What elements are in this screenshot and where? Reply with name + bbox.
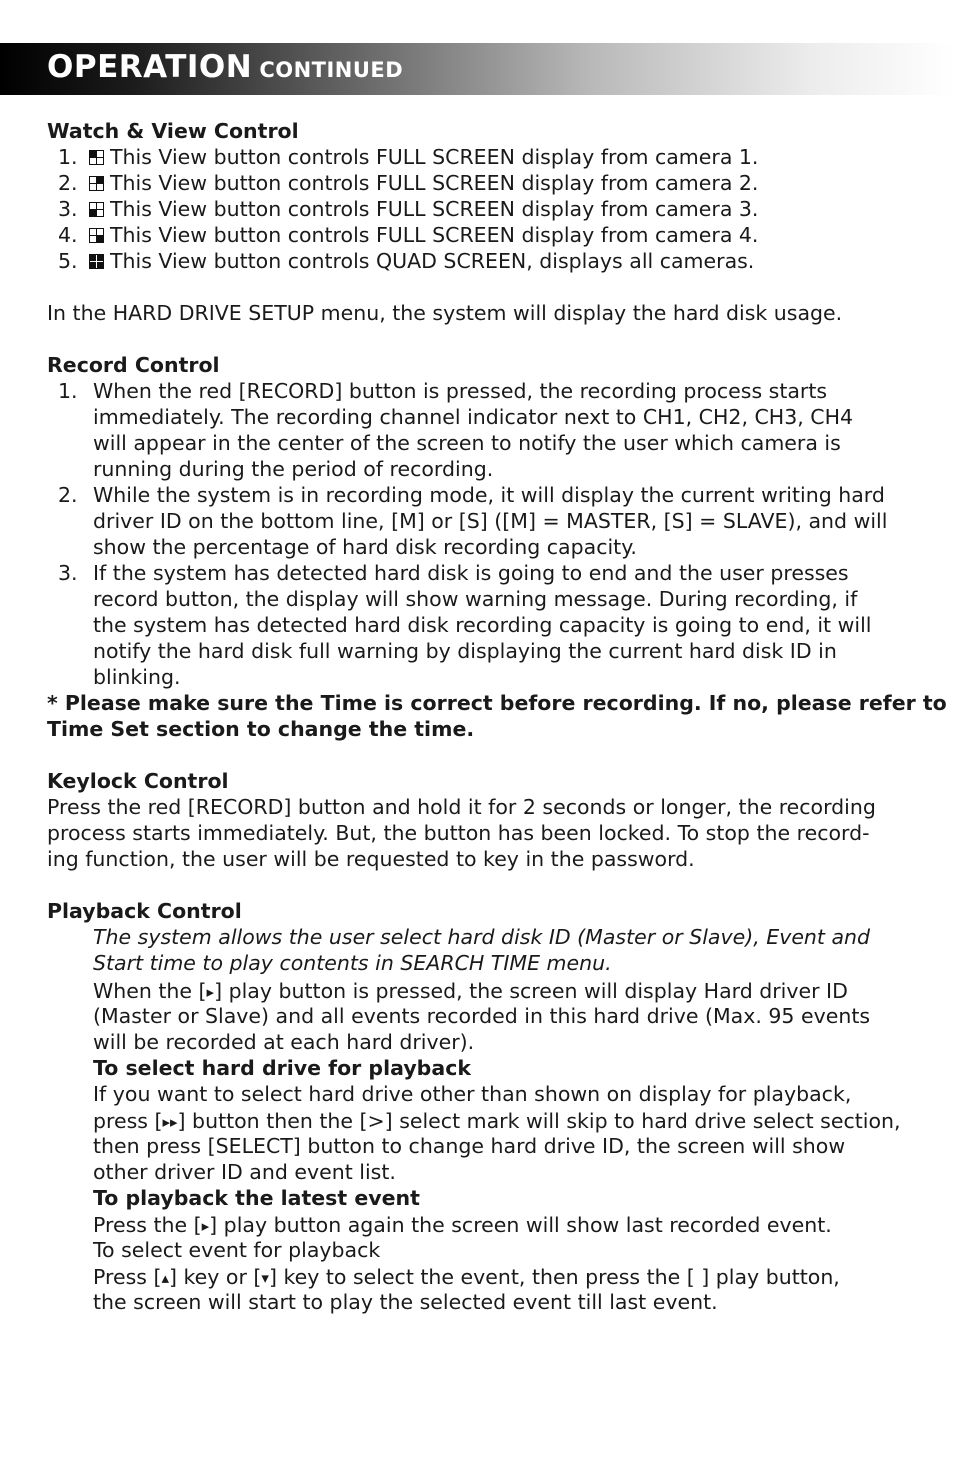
playback-text: other driver ID and event list.: [93, 1160, 396, 1184]
item-number: 4.: [58, 223, 78, 247]
quad-view-icon: [89, 254, 104, 269]
playback-paragraph: Press the [▸] play button again the screen will show last recorded event.: [93, 1213, 832, 1237]
play-icon: ▸: [201, 1217, 210, 1235]
item-text: This View button controls FULL SCREEN display from camera 4.: [110, 223, 759, 247]
camera-2-view-icon: [89, 176, 104, 191]
play-icon: ▸: [206, 983, 215, 1001]
item-number: 2.: [58, 483, 78, 507]
playback-intro: The system allows the user select hard disk ID (Master or Slave), Event and: [93, 925, 871, 949]
item-line: show the percentage of hard disk recording capacity.: [93, 535, 637, 559]
item-text: This View button controls FULL SCREEN display from camera 2.: [110, 171, 759, 195]
playback-paragraph: Press [▴] key or [▾] key to select the event, then press the [ ] play button,: [93, 1265, 840, 1289]
playback-subheading: To playback the latest event: [93, 1186, 420, 1210]
record-warning-note: Time Set section to change the time.: [47, 717, 475, 741]
item-text: This View button controls QUAD SCREEN, displays all cameras.: [110, 249, 755, 273]
playback-paragraph: When the [▸] play button is pressed, the screen will display Hard driver ID: [93, 979, 848, 1003]
playback-subheading: To select event for playback: [93, 1238, 381, 1262]
keylock-text: ing function, the user will be requested to key in the password.: [47, 847, 695, 871]
camera-1-view-icon: [89, 150, 104, 165]
playback-text: If you want to select hard drive other than shown on display for playback,: [93, 1082, 852, 1106]
item-line: running during the period of recording.: [93, 457, 494, 481]
item-line: notify the hard disk full warning by displaying the current hard disk ID in: [93, 639, 837, 663]
camera-3-view-icon: [89, 202, 104, 217]
item-number: 5.: [58, 249, 78, 273]
playback-text: (Master or Slave) and all events recorded in this hard drive (Max. 95 events: [93, 1004, 871, 1028]
item-line: will appear in the center of the screen to notify the user which camera is: [93, 431, 841, 455]
item-line: record button, the display will show warning message. During recording, if: [93, 587, 858, 611]
title-main: OPERATION: [47, 49, 253, 85]
record-heading: Record Control: [47, 353, 220, 377]
page-title: [47, 49, 403, 85]
playback-heading: Playback Control: [47, 899, 242, 923]
playback-text: the screen will start to play the selected event till last event.: [93, 1290, 718, 1314]
record-warning-note: * Please make sure the Time is correct before recording. If no, please refer to: [47, 691, 947, 715]
item-number: 3.: [58, 197, 78, 221]
playback-intro: Start time to play contents in SEARCH TIME menu.: [93, 951, 612, 975]
item-line: immediately. The recording channel indicator next to CH1, CH2, CH3, CH4: [93, 405, 854, 429]
keylock-text: process starts immediately. But, the button has been locked. To stop the record-: [47, 821, 870, 845]
keylock-text: Press the red [RECORD] button and hold it for 2 seconds or longer, the recording: [47, 795, 876, 819]
item-line: blinking.: [93, 665, 181, 689]
camera-4-view-icon: [89, 228, 104, 243]
item-number: 1.: [58, 145, 78, 169]
item-number: 2.: [58, 171, 78, 195]
item-number: 1.: [58, 379, 78, 403]
item-line: While the system is in recording mode, it will display the current writing hard: [93, 483, 885, 507]
item-line: driver ID on the bottom line, [M] or [S] ([M] = MASTER, [S] = SLAVE), and will: [93, 509, 888, 533]
hdd-note: In the HARD DRIVE SETUP menu, the system will display the hard disk usage.: [47, 301, 843, 325]
playback-text: will be recorded at each hard driver).: [93, 1030, 475, 1054]
item-text: This View button controls FULL SCREEN display from camera 3.: [110, 197, 759, 221]
title-sub: CONTINUED: [259, 58, 404, 82]
down-arrow-icon: ▾: [261, 1269, 269, 1287]
playback-paragraph: press [▸▸] button then the [>] select mark will skip to hard drive select section,: [93, 1109, 901, 1133]
keylock-heading: Keylock Control: [47, 769, 229, 793]
item-line: When the red [RECORD] button is pressed, the recording process starts: [93, 379, 828, 403]
watch-heading: Watch & View Control: [47, 119, 299, 143]
playback-subheading: To select hard drive for playback: [93, 1056, 471, 1080]
item-text: This View button controls FULL SCREEN display from camera 1.: [110, 145, 759, 169]
up-arrow-icon: ▴: [161, 1269, 169, 1287]
item-line: the system has detected hard disk recording capacity is going to end, it will: [93, 613, 872, 637]
item-number: 3.: [58, 561, 78, 585]
playback-text: then press [SELECT] button to change hard drive ID, the screen will show: [93, 1134, 846, 1158]
fast-forward-icon: ▸▸: [162, 1113, 178, 1131]
item-line: If the system has detected hard disk is going to end and the user presses: [93, 561, 849, 585]
